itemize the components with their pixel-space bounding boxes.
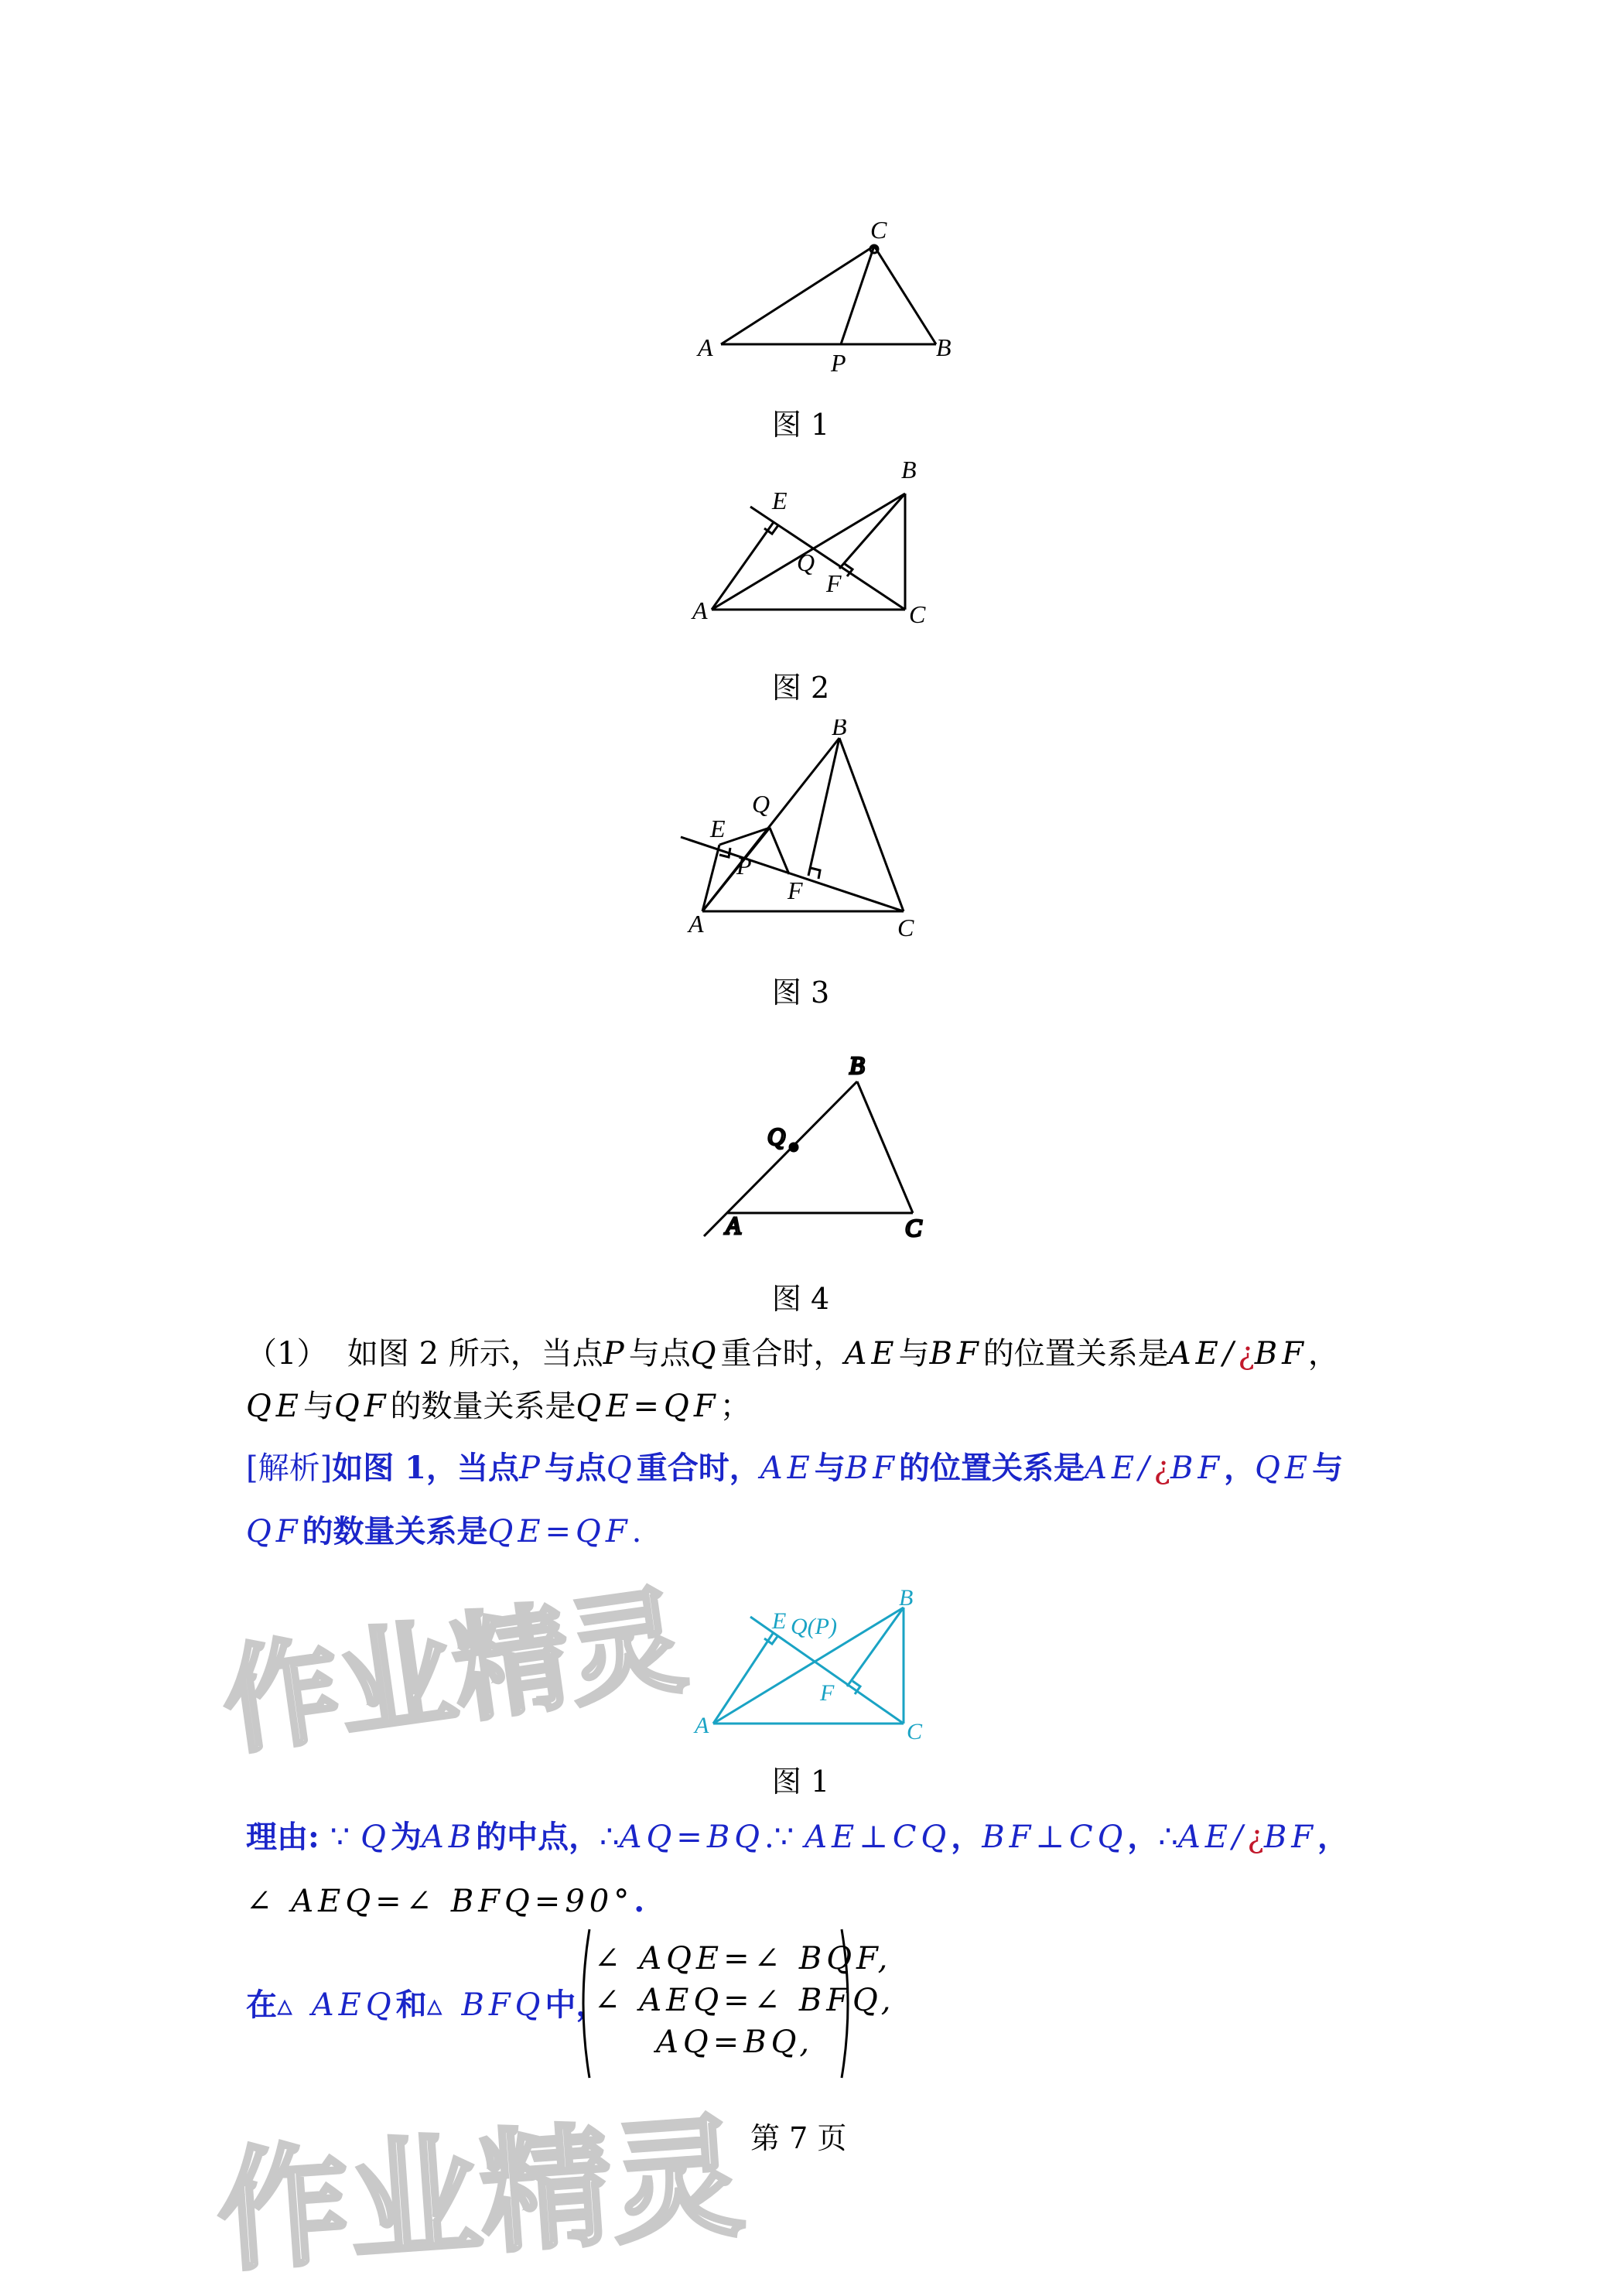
fig3-label-p: P [736, 852, 752, 880]
fig1-label-p: P [831, 349, 846, 377]
fig3-label-a: A [688, 910, 704, 938]
a-var-qf: QF [246, 1514, 302, 1549]
watermark-middle: 作业精灵 [214, 1573, 694, 1772]
q-var-aesym: AE/ [1168, 1336, 1239, 1372]
figure-4 [681, 1044, 944, 1245]
page-number: 第 7 页 [750, 2121, 847, 2155]
reason-line-2 [246, 1883, 645, 1919]
fig4-label-c: C [905, 1214, 922, 1242]
sys-tri-2: ▵ BFQ [426, 1987, 545, 2023]
r-angles-end: . [634, 1883, 645, 1919]
blue-label-f: F [820, 1680, 835, 1706]
r-comma-1: ， [951, 1819, 982, 1855]
question-number: （1） [246, 1336, 328, 1372]
analysis-figure-caption: 图 1 [771, 1765, 830, 1799]
figure-2-caption: 图 2 [771, 671, 830, 705]
q-var-qeeq: QE=QF [576, 1389, 720, 1424]
a-text-1c: 重合时， [636, 1450, 760, 1486]
fig2-label-a: A [692, 596, 708, 624]
r-comma-2: ， [1127, 1819, 1159, 1855]
therefore-symbol-2: ∴ [1158, 1819, 1178, 1855]
a-text-1b: 与点 [544, 1450, 606, 1486]
fig2-label-c: C [909, 600, 926, 628]
q-var-qf: QF [334, 1389, 391, 1424]
sys-tri-1: ▵ AEQ [277, 1987, 396, 2023]
a-text-1a: 如图 1，当点 [332, 1450, 519, 1486]
figure-1-caption: 图 1 [771, 408, 830, 442]
reason-line-1 [246, 1819, 1349, 1855]
r-angles: ∠ AEQ=∠ BFQ=90° [246, 1884, 634, 1919]
segment-bf [839, 494, 905, 569]
segment-bc [857, 1081, 913, 1213]
system-label [246, 1987, 607, 2023]
system-row-1: ∠ AQE=∠ BQF, [594, 1941, 893, 1977]
segment-ae [713, 1632, 774, 1724]
q-var-bfend: BF [1254, 1336, 1308, 1372]
fig3-label-e: E [710, 815, 726, 842]
q-text-1a: 如图 2 所示，当点 [347, 1336, 603, 1372]
fig1-label-b: B [936, 333, 952, 361]
blue-label-e: E [772, 1608, 787, 1634]
a-inverted-q: ¿ [1153, 1450, 1170, 1486]
question-line-1 [246, 1336, 1339, 1372]
q-text-1f: ， [1307, 1336, 1339, 1372]
r-var-bf: BF [1263, 1819, 1318, 1855]
segment-bc [839, 738, 904, 911]
fig4-label-a: A [726, 1211, 741, 1239]
blue-label-qp: Q(P) [791, 1614, 837, 1639]
reason-label: 理由: [246, 1819, 319, 1855]
a-var-aesym: AE/ [1084, 1450, 1154, 1486]
r-par: AE/ [1177, 1819, 1248, 1855]
because-symbol: ∵ [330, 1819, 350, 1855]
a-var-p: P [518, 1450, 545, 1486]
q-var-p: P [603, 1336, 629, 1372]
fig4-label-q: Q [767, 1122, 786, 1150]
q-text-1d: 与 [898, 1336, 930, 1372]
r-perp-2: BF⊥CQ [982, 1819, 1128, 1855]
fig2-label-e: E [772, 487, 788, 514]
watermark-bottom: 作业精灵 [213, 2100, 749, 2291]
q-var-ae: AE [844, 1336, 899, 1372]
a-var-bfend: BF [1170, 1450, 1225, 1486]
a-text-2b: . [631, 1514, 642, 1549]
analysis-figure-1 [681, 1570, 944, 1748]
system-brace-left [572, 1926, 596, 2081]
r-var-q: Q [360, 1819, 391, 1855]
question-line-2 [246, 1391, 751, 1422]
blue-label-b: B [899, 1585, 914, 1611]
a-var-q: Q [606, 1450, 637, 1486]
fig4-label-b: B [849, 1051, 865, 1079]
q-text-1b: 与点 [628, 1336, 691, 1372]
figure-3 [673, 719, 936, 944]
q-inverted-q: ¿ [1238, 1336, 1255, 1372]
fig2-label-q: Q [797, 548, 815, 576]
r-text-2: 的中点， [476, 1819, 600, 1855]
fig3-label-f: F [788, 876, 803, 904]
a-text-2a: 的数量关系是 [302, 1513, 488, 1549]
sys-text-b: 和 [395, 1987, 427, 2023]
system-row-3: AQ=BQ, [656, 2024, 815, 2060]
blue-label-a: A [695, 1713, 709, 1738]
a-text-1f: ， [1224, 1450, 1256, 1486]
a-text-1e: 的位置关系是 [898, 1450, 1085, 1486]
fig1-label-a: A [698, 333, 713, 361]
r-inverted-q: ¿ [1247, 1819, 1264, 1855]
r-perp-1: AE⊥CQ [805, 1819, 952, 1855]
because-symbol-2: ∵ [774, 1819, 794, 1855]
q-text-1c: 重合时， [720, 1336, 845, 1372]
fig2-label-b: B [901, 456, 917, 483]
q-var-qe: QE [246, 1389, 303, 1424]
fig2-label-f: F [826, 569, 842, 597]
q-text-2c: ； [719, 1389, 751, 1424]
fig1-label-c: C [870, 216, 887, 244]
a-var-ae: AE [760, 1450, 815, 1486]
r-dot: . [764, 1819, 774, 1855]
analysis-line-2 [246, 1513, 642, 1549]
blue-label-c: C [907, 1719, 923, 1744]
a-text-1g: 与 [1312, 1450, 1344, 1486]
segment-ae [712, 522, 774, 610]
system-row-2: ∠ AEQ=∠ BFQ, [594, 1983, 896, 2018]
segment-ac [721, 246, 874, 344]
q-text-1e: 的位置关系是 [982, 1336, 1169, 1372]
sys-text-c: 中， [545, 1987, 607, 2023]
right-angle-f [811, 868, 820, 879]
analysis-prefix: [解析] [246, 1450, 333, 1486]
analysis-line-1 [246, 1450, 1344, 1486]
a-var-qe: QE [1255, 1450, 1313, 1486]
figure-2 [681, 456, 944, 634]
q-var-bf: BF [929, 1336, 983, 1372]
fig3-label-c: C [897, 914, 914, 941]
r-var-ab: AB [421, 1819, 477, 1855]
figure-4-caption: 图 4 [771, 1282, 830, 1316]
a-var-bf: BF [845, 1450, 899, 1486]
a-var-qeeq: QE=QF [487, 1514, 632, 1549]
figure-3-caption: 图 3 [771, 975, 830, 1010]
therefore-symbol-1: ∴ [600, 1819, 620, 1855]
segment-cp [841, 246, 874, 344]
segment-bf [847, 1608, 904, 1686]
figure-1 [681, 209, 975, 379]
r-comma-3: ， [1317, 1819, 1349, 1855]
fig3-label-q: Q [752, 790, 770, 818]
sys-text-a: 在 [246, 1987, 277, 2023]
q-var-q: Q [690, 1336, 721, 1372]
q-text-2a: 与 [303, 1389, 334, 1424]
point-q [790, 1143, 798, 1151]
a-text-1d: 与 [814, 1450, 846, 1486]
r-text-1: 为 [390, 1819, 422, 1855]
fig3-label-b: B [832, 719, 847, 740]
r-eq-1: AQ=BQ [619, 1819, 765, 1855]
segment-bc [874, 246, 936, 344]
q-text-2b: 的数量关系是 [390, 1389, 576, 1424]
